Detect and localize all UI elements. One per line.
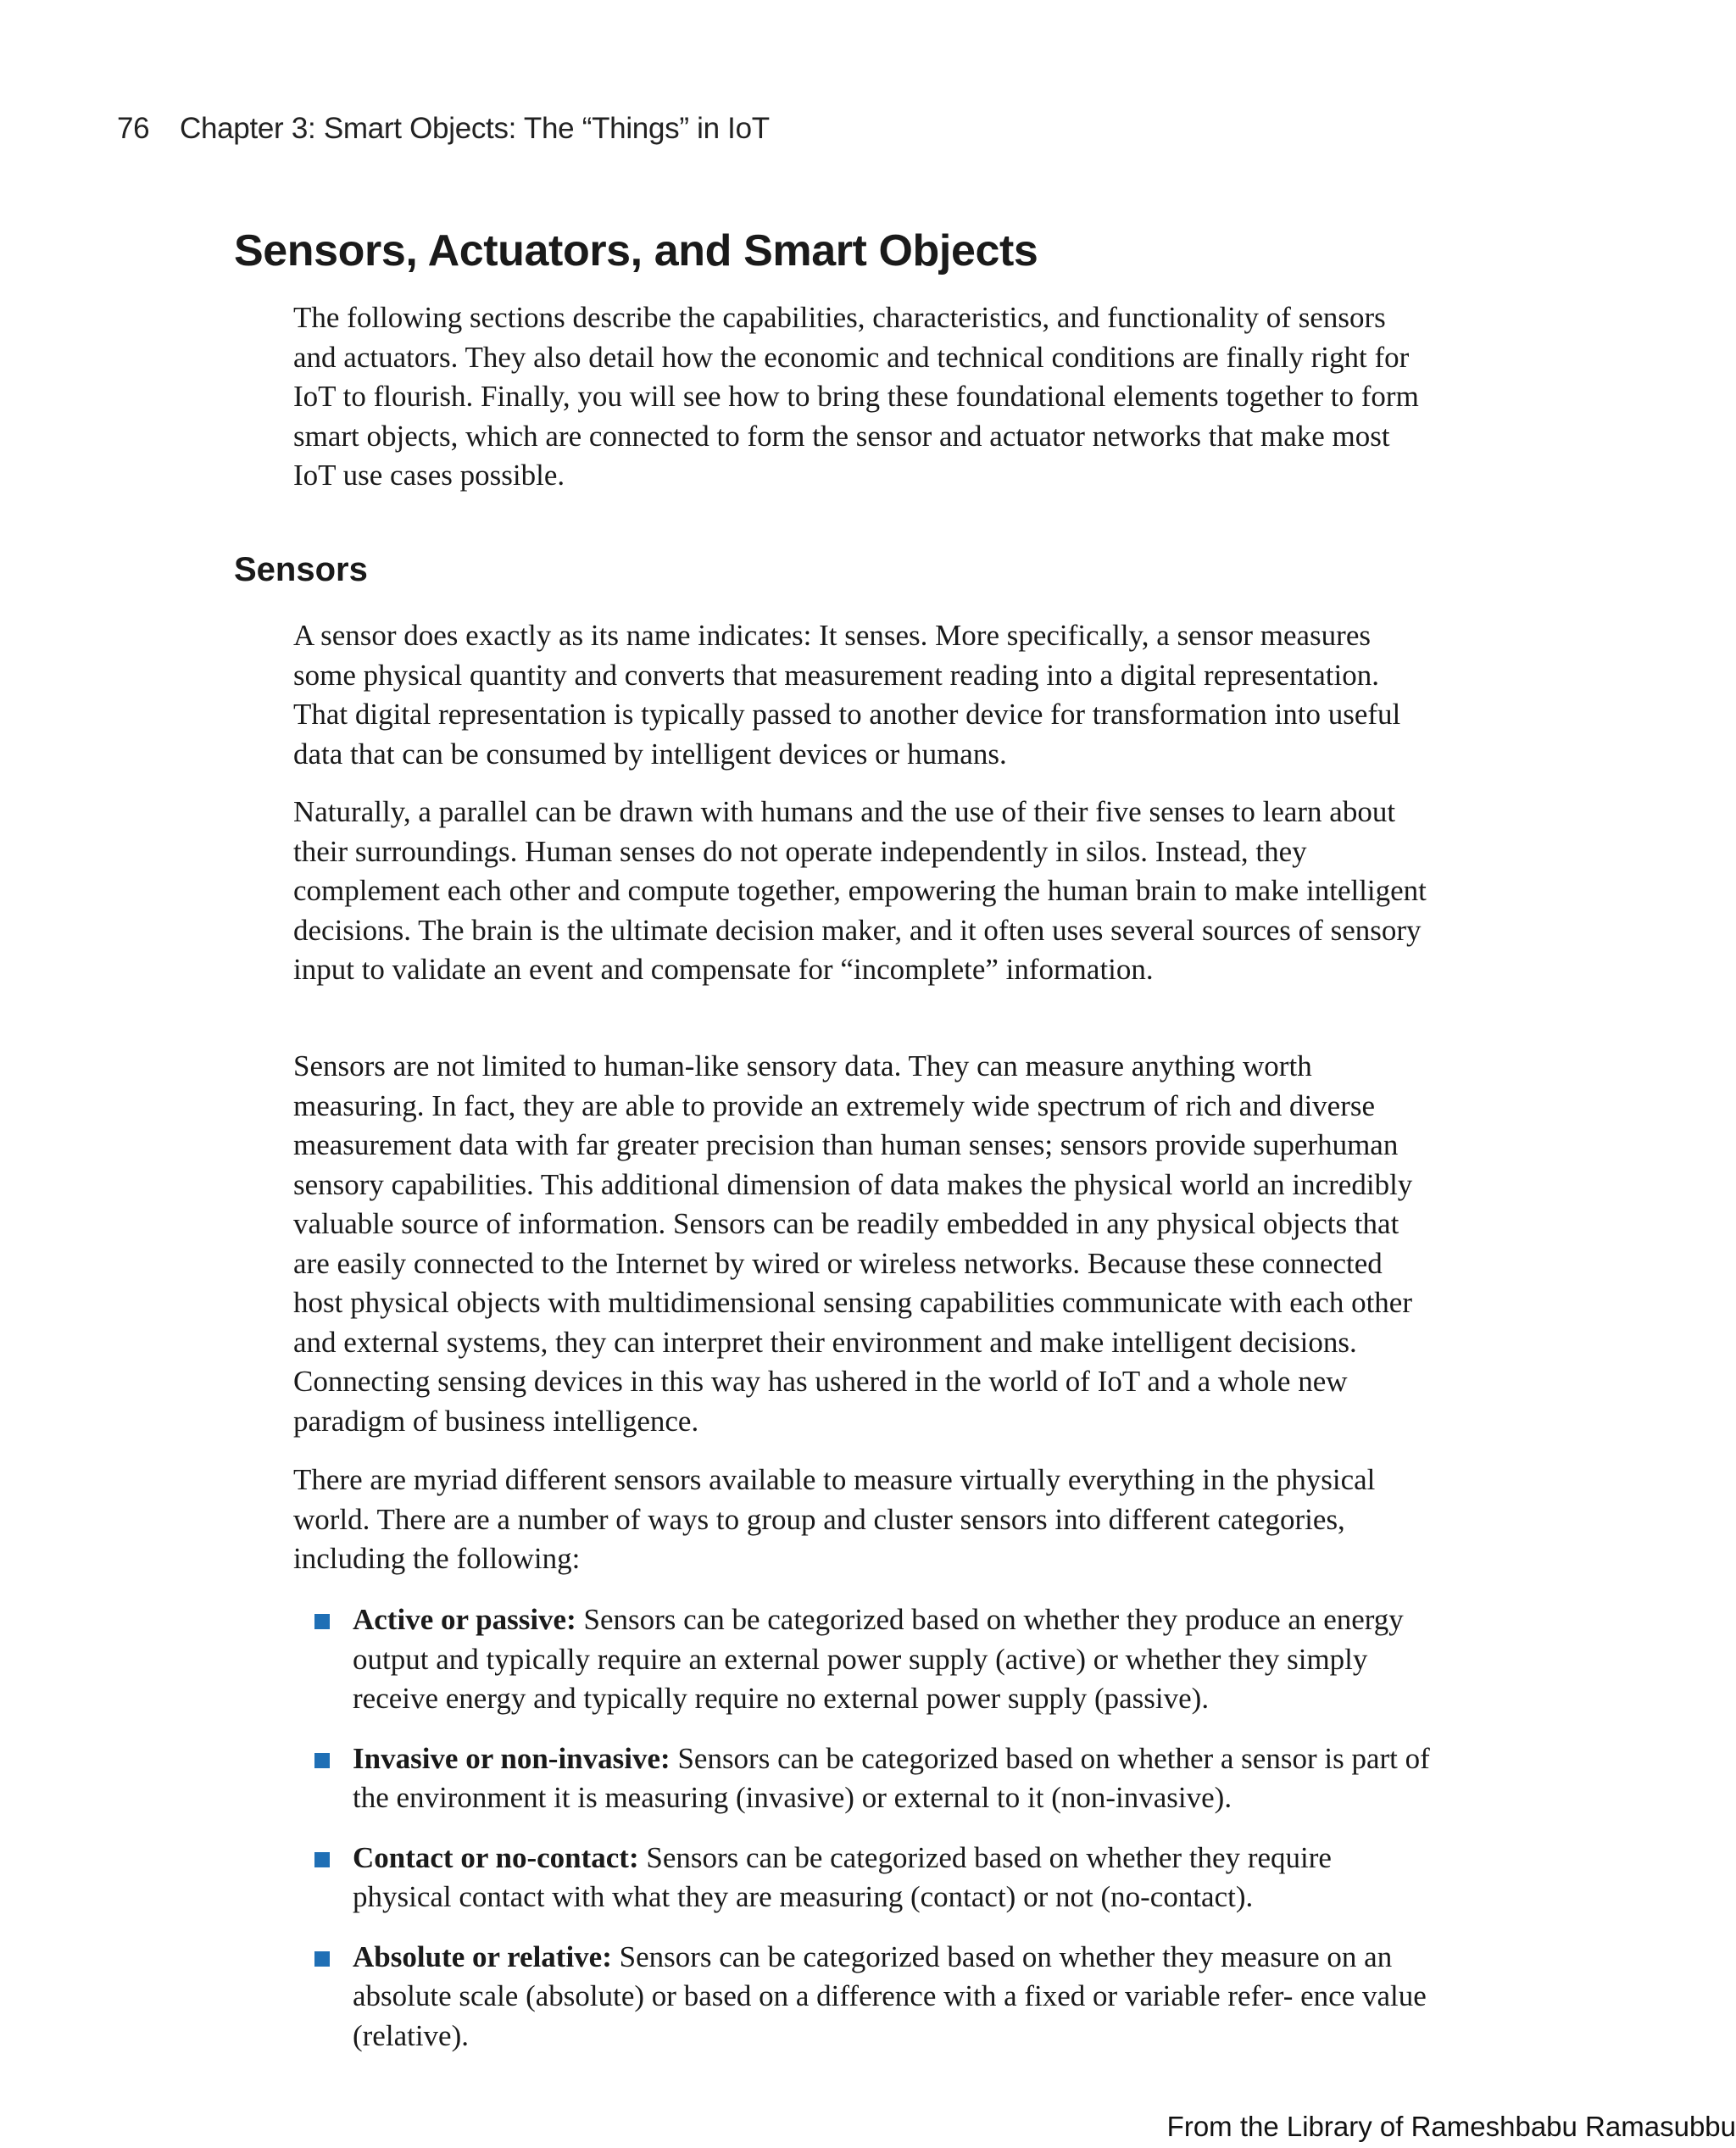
bullet-term: Active or passive: bbox=[353, 1603, 576, 1636]
sensor-category-list bbox=[293, 1600, 1438, 2076]
section-heading: Sensors, Actuators, and Smart Objects bbox=[234, 226, 1038, 275]
sensors-paragraph-4: There are myriad different sensors available to measure virtually everything in the physical world. There are a number of ways to group and cluster sensors into different categories, including the following: bbox=[293, 1463, 1376, 1575]
square-bullet-icon bbox=[314, 1614, 330, 1629]
list-item bbox=[293, 1600, 1438, 1719]
square-bullet-icon bbox=[314, 1852, 330, 1867]
chapter-title: Chapter 3: Smart Objects: The “Things” in IoT bbox=[180, 112, 770, 145]
sensors-paragraph-2: Naturally, a parallel can be drawn with humans and the use of their five senses to learn about their surroundings. Human senses do not operate independently in silos. Instead, they complement each other and compute together, empowering the human brain to make intelligent decisions. The brain is the ultimate decision maker, and it often uses several sources of sensory input to validate an event and compensate for “incomplete” information. bbox=[293, 795, 1427, 986]
intro-paragraph: The following sections describe the capabilities, characteristics, and functionality of sensors and actuators. They also detail how the economic and technical conditions are finally right for IoT to flourish. Finally, you will see how to bring these foundational elements together to form smart objects, which are connected to form the sensor and actuator networks that make most IoT use cases possible. bbox=[293, 301, 1419, 492]
subsection-heading: Sensors bbox=[234, 551, 368, 588]
bullet-term: Contact or no-contact: bbox=[353, 1840, 639, 1874]
bullet-text: Sensors can be categorized based on whether they measure on an absolute scale (absolute) or based on a difference with a fixed or variable refer- ence value (relative). bbox=[353, 1939, 1427, 2052]
sensors-paragraph-1: A sensor does exactly as its name indicates: It senses. More specifically, a sensor measures some physical quantity and converts that measurement reading into a digital representation. That digital representation is typically passed to another device for transformation into useful data that can be consumed by intelligent devices or humans. bbox=[293, 619, 1401, 771]
page-number: 76 bbox=[117, 112, 150, 145]
library-attribution: From the Library of Rameshbabu Ramasubbu bbox=[1166, 2111, 1736, 2142]
square-bullet-icon bbox=[314, 1753, 330, 1768]
bullet-text: Sensors can be categorized based on whether they require physical contact with what they are measuring (contact) or not (no-contact). bbox=[353, 1840, 1332, 1913]
sensors-paragraph-3: Sensors are not limited to human-like sensory data. They can measure anything worth measuring. In fact, they are able to provide an extremely wide spectrum of rich and diverse measurement data with far greater precision than human senses; sensors provide superhuman sensory capabilities. This additional dimension of data makes the physical world an incredibly valuable source of information. Sensors can be readily embedded in any physical objects that are easily connected to the Internet by wired or wireless networks. Because these connected host physical objects with multidimensional sensing capabilities communicate with each other and external systems, they can interpret their environment and make intelligent decisions. Connecting sensing devices in this way has ushered in the world of IoT and a whole new paradigm of business intelligence. bbox=[293, 1049, 1413, 1438]
bullet-term: Invasive or non-invasive: bbox=[353, 1741, 670, 1775]
list-item bbox=[293, 1938, 1438, 2056]
list-item bbox=[293, 1739, 1438, 1818]
list-item bbox=[293, 1839, 1438, 1917]
bullet-term: Absolute or relative: bbox=[353, 1939, 612, 1973]
running-header bbox=[117, 112, 770, 146]
bullet-text: Sensors can be categorized based on whether a sensor is part of the environment it is measuring (invasive) or external to it (non-invasive). bbox=[353, 1741, 1430, 1814]
square-bullet-icon bbox=[314, 1951, 330, 1967]
bullet-text: Sensors can be categorized based on whether they produce an energy output and typically require an external power supply (active) or whether they simply receive energy and typically require no external power supply (passive). bbox=[353, 1603, 1404, 1715]
